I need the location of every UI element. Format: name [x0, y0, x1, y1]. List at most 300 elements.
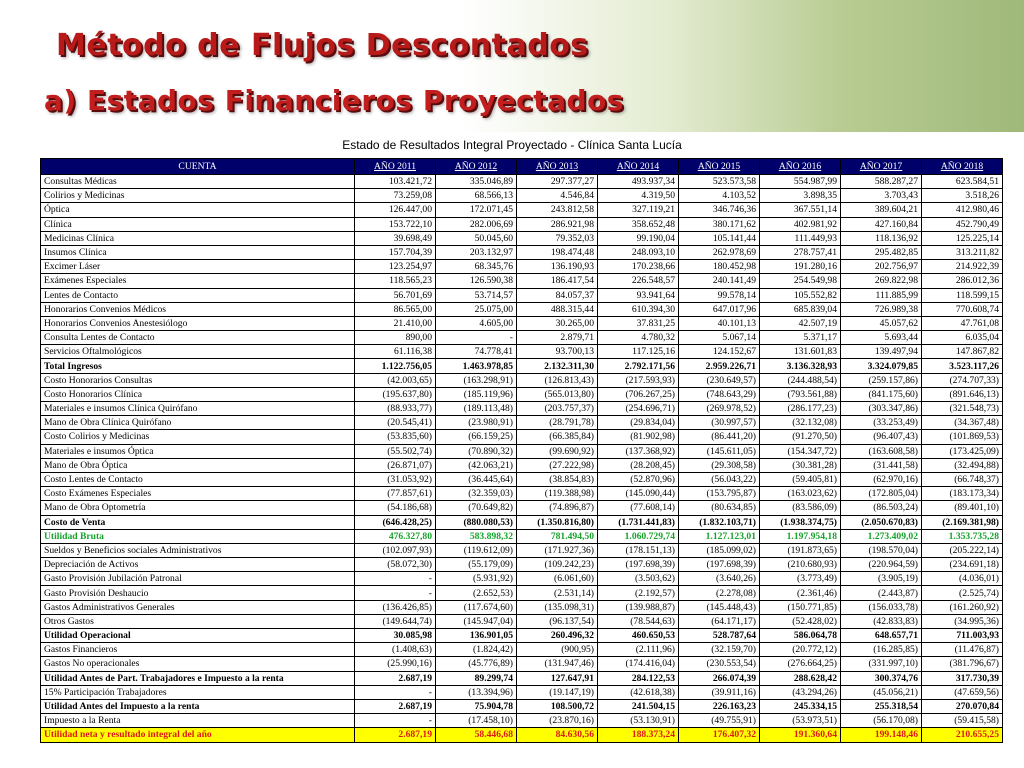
value-cell: (109.242,23) — [517, 558, 598, 572]
value-cell: 295.482,85 — [841, 245, 922, 259]
value-cell: 21.410,00 — [355, 316, 436, 330]
account-name-cell: Servicios Oftalmológicos — [41, 345, 355, 359]
value-cell: - — [355, 714, 436, 728]
value-cell: (53.973,51) — [760, 714, 841, 728]
value-cell: 262.978,69 — [679, 245, 760, 259]
value-cell: 358.652,48 — [598, 217, 679, 231]
page-title: Método de Flujos Descontados — [56, 28, 589, 63]
column-header-year: AÑO 2018 — [922, 159, 1003, 175]
value-cell: (52.428,02) — [760, 614, 841, 628]
value-cell: 711.003,93 — [922, 629, 1003, 643]
account-name-cell: Gasto Provisión Jubilación Patronal — [41, 572, 355, 586]
value-cell: 1.463.978,85 — [436, 359, 517, 373]
value-cell: 240.141,49 — [679, 274, 760, 288]
value-cell: 647.017,96 — [679, 302, 760, 316]
value-cell: (1.832.103,71) — [679, 515, 760, 529]
account-name-cell: Gastos Administrativos Generales — [41, 600, 355, 614]
value-cell: 6.035,04 — [922, 331, 1003, 345]
value-cell: (183.173,34) — [922, 487, 1003, 501]
table-row — [41, 657, 1003, 671]
table-row — [41, 302, 1003, 316]
value-cell: (49.755,91) — [679, 714, 760, 728]
value-cell: (191.873,65) — [760, 543, 841, 557]
value-cell: 1.122.756,05 — [355, 359, 436, 373]
table-row — [41, 430, 1003, 444]
value-cell: (174.416,04) — [598, 657, 679, 671]
value-cell: 111.885,99 — [841, 288, 922, 302]
value-cell: (34.367,48) — [922, 416, 1003, 430]
value-cell: (269.978,52) — [679, 402, 760, 416]
table-row — [41, 529, 1003, 543]
value-cell: (101.869,53) — [922, 430, 1003, 444]
account-name-cell: Gasto Provisión Deshaucio — [41, 586, 355, 600]
value-cell: 297.377,27 — [517, 175, 598, 189]
account-name-cell: Costo Honorarios Clínica — [41, 387, 355, 401]
value-cell: 118.565,23 — [355, 274, 436, 288]
value-cell: (197.698,39) — [598, 558, 679, 572]
value-cell: 126.447,00 — [355, 203, 436, 217]
table-row — [41, 728, 1003, 742]
table-row — [41, 387, 1003, 401]
value-cell: 648.657,71 — [841, 629, 922, 643]
value-cell: 554.987,99 — [760, 175, 841, 189]
table-row — [41, 288, 1003, 302]
value-cell: 131.601,83 — [760, 345, 841, 359]
value-cell: 30.085,98 — [355, 629, 436, 643]
value-cell: 3.324.079,85 — [841, 359, 922, 373]
value-cell: (217.593,93) — [598, 373, 679, 387]
value-cell: (274.707,33) — [922, 373, 1003, 387]
account-name-cell: Colirios y Medicinas — [41, 189, 355, 203]
value-cell: 4.780,32 — [598, 331, 679, 345]
value-cell: (145.090,44) — [598, 487, 679, 501]
value-cell: (5.931,92) — [436, 572, 517, 586]
value-cell: (172.805,04) — [841, 487, 922, 501]
value-cell: 3.703,43 — [841, 189, 922, 203]
value-cell: 37.831,25 — [598, 316, 679, 330]
value-cell: (189.113,48) — [436, 402, 517, 416]
value-cell: (36.445,64) — [436, 472, 517, 486]
value-cell: (31.053,92) — [355, 472, 436, 486]
value-cell: (39.911,16) — [679, 685, 760, 699]
value-cell: (30.997,57) — [679, 416, 760, 430]
value-cell: 30.265,00 — [517, 316, 598, 330]
value-cell: 254.549,98 — [760, 274, 841, 288]
value-cell: 278.757,41 — [760, 245, 841, 259]
value-cell: 5.371,17 — [760, 331, 841, 345]
value-cell: (64.171,17) — [679, 614, 760, 628]
value-cell: 623.584,51 — [922, 175, 1003, 189]
value-cell: 255.318,54 — [841, 699, 922, 713]
value-cell: 781.494,50 — [517, 529, 598, 543]
value-cell: (139.988,87) — [598, 600, 679, 614]
value-cell: (880.080,53) — [436, 515, 517, 529]
value-cell: (29.308,58) — [679, 458, 760, 472]
table-row — [41, 572, 1003, 586]
column-header-year: AÑO 2016 — [760, 159, 841, 175]
value-cell: (145.448,43) — [679, 600, 760, 614]
value-cell: (4.036,01) — [922, 572, 1003, 586]
value-cell: (3.640,26) — [679, 572, 760, 586]
value-cell: (31.441,58) — [841, 458, 922, 472]
table-row — [41, 402, 1003, 416]
value-cell: (900,95) — [517, 643, 598, 657]
value-cell: (163.023,62) — [760, 487, 841, 501]
value-cell: - — [355, 586, 436, 600]
table-row — [41, 614, 1003, 628]
value-cell: (53.835,60) — [355, 430, 436, 444]
value-cell: 335.046,89 — [436, 175, 517, 189]
value-cell: (56.043,22) — [679, 472, 760, 486]
value-cell: (321.548,73) — [922, 402, 1003, 416]
value-cell: 25.075,00 — [436, 302, 517, 316]
value-cell: (54.186,68) — [355, 501, 436, 515]
value-cell: (2.361,46) — [760, 586, 841, 600]
value-cell: 4.605,00 — [436, 316, 517, 330]
account-name-cell: Utilidad Antes de Part. Trabajadores e Impuesto a la renta — [41, 671, 355, 685]
value-cell: (706.267,25) — [598, 387, 679, 401]
value-cell: 317.730,39 — [922, 671, 1003, 685]
column-header-year: AÑO 2017 — [841, 159, 922, 175]
value-cell: (42.833,83) — [841, 614, 922, 628]
value-cell: 172.071,45 — [436, 203, 517, 217]
table-row — [41, 643, 1003, 657]
value-cell: (150.771,85) — [760, 600, 841, 614]
value-cell: (86.441,20) — [679, 430, 760, 444]
value-cell: (20.545,41) — [355, 416, 436, 430]
value-cell: (53.130,91) — [598, 714, 679, 728]
value-cell: 79.352,03 — [517, 231, 598, 245]
value-cell: 45.057,62 — [841, 316, 922, 330]
value-cell: 260.496,32 — [517, 629, 598, 643]
value-cell: 270.070,84 — [922, 699, 1003, 713]
value-cell: (3.503,62) — [598, 572, 679, 586]
value-cell: 74.778,41 — [436, 345, 517, 359]
account-name-cell: 15% Participación Trabajadores — [41, 685, 355, 699]
value-cell: (42.063,21) — [436, 458, 517, 472]
page-subtitle: a) Estados Financieros Proyectados — [44, 84, 624, 117]
value-cell: 139.497,94 — [841, 345, 922, 359]
value-cell: (81.902,98) — [598, 430, 679, 444]
value-cell: (303.347,86) — [841, 402, 922, 416]
value-cell: 427.160,84 — [841, 217, 922, 231]
value-cell: 188.373,24 — [598, 728, 679, 742]
account-name-cell: Total Ingresos — [41, 359, 355, 373]
value-cell: 93.941,64 — [598, 288, 679, 302]
account-name-cell: Sueldos y Beneficios sociales Administrativos — [41, 543, 355, 557]
table-row — [41, 231, 1003, 245]
value-cell: (16.285,85) — [841, 643, 922, 657]
value-cell: 68.345,76 — [436, 260, 517, 274]
value-cell: (230.553,54) — [679, 657, 760, 671]
value-cell: 2.687,19 — [355, 699, 436, 713]
value-cell: 389.604,21 — [841, 203, 922, 217]
account-name-cell: Mano de Obra Optometría — [41, 501, 355, 515]
value-cell: 610.394,30 — [598, 302, 679, 316]
value-cell: (841.175,60) — [841, 387, 922, 401]
value-cell: (163.298,91) — [436, 373, 517, 387]
value-cell: (185.099,02) — [679, 543, 760, 557]
account-name-cell: Utilidad Bruta — [41, 529, 355, 543]
value-cell: 99.578,14 — [679, 288, 760, 302]
value-cell: (33.253,49) — [841, 416, 922, 430]
value-cell: (205.222,14) — [922, 543, 1003, 557]
value-cell: 86.565,00 — [355, 302, 436, 316]
value-cell: 460.650,53 — [598, 629, 679, 643]
table-row — [41, 685, 1003, 699]
value-cell: (259.157,86) — [841, 373, 922, 387]
table-body — [41, 175, 1003, 743]
value-cell: 214.922,39 — [922, 260, 1003, 274]
value-cell: 327.119,21 — [598, 203, 679, 217]
value-cell: (161.260,92) — [922, 600, 1003, 614]
column-header-cuenta: CUENTA — [41, 159, 355, 175]
account-name-cell: Insumos Clínica — [41, 245, 355, 259]
value-cell: (234.691,18) — [922, 558, 1003, 572]
value-cell: (30.381,28) — [760, 458, 841, 472]
value-cell: (2.278,08) — [679, 586, 760, 600]
account-name-cell: Mano de Obra Clínica Quirófano — [41, 416, 355, 430]
value-cell: (135.098,31) — [517, 600, 598, 614]
value-cell: (58.072,30) — [355, 558, 436, 572]
value-cell: (137.368,92) — [598, 444, 679, 458]
value-cell: 1.197.954,18 — [760, 529, 841, 543]
value-cell: 5.693,44 — [841, 331, 922, 345]
value-cell: 367.551,14 — [760, 203, 841, 217]
value-cell: (19.147,19) — [517, 685, 598, 699]
value-cell: 2.687,19 — [355, 671, 436, 685]
table-row — [41, 416, 1003, 430]
value-cell: 84.630,56 — [517, 728, 598, 742]
table-row — [41, 671, 1003, 685]
value-cell: 588.287,27 — [841, 175, 922, 189]
value-cell: (793.561,88) — [760, 387, 841, 401]
value-cell: (78.544,63) — [598, 614, 679, 628]
value-cell: 103.421,72 — [355, 175, 436, 189]
value-cell: (34.995,36) — [922, 614, 1003, 628]
value-cell: (102.097,93) — [355, 543, 436, 557]
value-cell: (80.634,85) — [679, 501, 760, 515]
value-cell: 476.327,80 — [355, 529, 436, 543]
value-cell: (149.644,74) — [355, 614, 436, 628]
value-cell: 180.452,98 — [679, 260, 760, 274]
value-cell: (59.415,58) — [922, 714, 1003, 728]
value-cell: 127.647,91 — [517, 671, 598, 685]
table-row — [41, 458, 1003, 472]
value-cell: (197.698,39) — [679, 558, 760, 572]
value-cell: 586.064,78 — [760, 629, 841, 643]
account-name-cell: Mano de Obra Óptica — [41, 458, 355, 472]
value-cell: - — [355, 685, 436, 699]
value-cell: 685.839,04 — [760, 302, 841, 316]
value-cell: (32.359,03) — [436, 487, 517, 501]
value-cell: (6.061,60) — [517, 572, 598, 586]
value-cell: 123.254,97 — [355, 260, 436, 274]
value-cell: (43.294,26) — [760, 685, 841, 699]
value-cell: (1.824,42) — [436, 643, 517, 657]
value-cell: 890,00 — [355, 331, 436, 345]
value-cell: (47.659,56) — [922, 685, 1003, 699]
value-cell: (86.503,24) — [841, 501, 922, 515]
account-name-cell: Clínica — [41, 217, 355, 231]
value-cell: 203.132,97 — [436, 245, 517, 259]
value-cell: (891.646,13) — [922, 387, 1003, 401]
value-cell: (203.757,37) — [517, 402, 598, 416]
value-cell: (145.611,05) — [679, 444, 760, 458]
value-cell: (11.476,87) — [922, 643, 1003, 657]
value-cell: 111.449,93 — [760, 231, 841, 245]
value-cell: 770.608,74 — [922, 302, 1003, 316]
value-cell: 4.319,50 — [598, 189, 679, 203]
value-cell: (1.938.374,75) — [760, 515, 841, 529]
value-cell: 89.299,74 — [436, 671, 517, 685]
value-cell: 1.273.409,02 — [841, 529, 922, 543]
value-cell: 286.012,36 — [922, 274, 1003, 288]
table-row — [41, 543, 1003, 557]
value-cell: (244.488,54) — [760, 373, 841, 387]
table-row — [41, 217, 1003, 231]
value-cell: 241.504,15 — [598, 699, 679, 713]
table-row — [41, 699, 1003, 713]
value-cell: 42.507,19 — [760, 316, 841, 330]
value-cell: (2.050.670,83) — [841, 515, 922, 529]
value-cell: (45.776,89) — [436, 657, 517, 671]
value-cell: (131.947,46) — [517, 657, 598, 671]
value-cell: (163.608,58) — [841, 444, 922, 458]
value-cell: 313.211,82 — [922, 245, 1003, 259]
value-cell: - — [436, 331, 517, 345]
table-row — [41, 345, 1003, 359]
value-cell: 346.746,36 — [679, 203, 760, 217]
value-cell: (89.401,10) — [922, 501, 1003, 515]
account-name-cell: Honorarios Convenios Médicos — [41, 302, 355, 316]
value-cell: 4.546,84 — [517, 189, 598, 203]
value-cell: 198.474,48 — [517, 245, 598, 259]
value-cell: (66.748,37) — [922, 472, 1003, 486]
value-cell: 199.148,46 — [841, 728, 922, 742]
value-cell: 40.101,13 — [679, 316, 760, 330]
value-cell: (70.890,32) — [436, 444, 517, 458]
value-cell: 191.360,64 — [760, 728, 841, 742]
value-cell: (29.834,04) — [598, 416, 679, 430]
account-name-cell: Óptica — [41, 203, 355, 217]
value-cell: 266.074,39 — [679, 671, 760, 685]
value-cell: 118.599,15 — [922, 288, 1003, 302]
value-cell: 47.761,08 — [922, 316, 1003, 330]
value-cell: 153.722,10 — [355, 217, 436, 231]
table-row — [41, 189, 1003, 203]
value-cell: (2.192,57) — [598, 586, 679, 600]
account-name-cell: Exámenes Especiales — [41, 274, 355, 288]
value-cell: 210.655,25 — [922, 728, 1003, 742]
value-cell: (136.426,85) — [355, 600, 436, 614]
value-cell: 105.552,82 — [760, 288, 841, 302]
value-cell: 39.698,49 — [355, 231, 436, 245]
table-row — [41, 472, 1003, 486]
value-cell: 191.280,16 — [760, 260, 841, 274]
value-cell: 68.566,13 — [436, 189, 517, 203]
value-cell: 300.374,76 — [841, 671, 922, 685]
value-cell: 412.980,46 — [922, 203, 1003, 217]
value-cell: (66.385,84) — [517, 430, 598, 444]
value-cell: 202.756,97 — [841, 260, 922, 274]
value-cell: 2.687,19 — [355, 728, 436, 742]
value-cell: (28.791,78) — [517, 416, 598, 430]
value-cell: 3.136.328,93 — [760, 359, 841, 373]
value-cell: (23.870,16) — [517, 714, 598, 728]
table-row — [41, 260, 1003, 274]
value-cell: 126.590,38 — [436, 274, 517, 288]
table-row — [41, 515, 1003, 529]
table-row — [41, 586, 1003, 600]
account-name-cell: Materiales e insumos Óptica — [41, 444, 355, 458]
value-cell: (117.674,60) — [436, 600, 517, 614]
value-cell: (2.443,87) — [841, 586, 922, 600]
value-cell: 269.822,98 — [841, 274, 922, 288]
value-cell: 245.334,15 — [760, 699, 841, 713]
value-cell: (220.964,59) — [841, 558, 922, 572]
table-row — [41, 359, 1003, 373]
value-cell: (52.870,96) — [598, 472, 679, 486]
value-cell: (381.796,67) — [922, 657, 1003, 671]
value-cell: 583.898,32 — [436, 529, 517, 543]
value-cell: 56.701,69 — [355, 288, 436, 302]
value-cell: 2.132.311,30 — [517, 359, 598, 373]
value-cell: (646.428,25) — [355, 515, 436, 529]
account-name-cell: Lentes de Contacto — [41, 288, 355, 302]
table-row — [41, 245, 1003, 259]
value-cell: 124.152,67 — [679, 345, 760, 359]
value-cell: 125.225,14 — [922, 231, 1003, 245]
value-cell: 402.981,92 — [760, 217, 841, 231]
value-cell: (23.980,91) — [436, 416, 517, 430]
value-cell: 186.417,54 — [517, 274, 598, 288]
account-name-cell: Gastos No operacionales — [41, 657, 355, 671]
value-cell: (1.350.816,80) — [517, 515, 598, 529]
value-cell: 488.315,44 — [517, 302, 598, 316]
value-cell: (55.502,74) — [355, 444, 436, 458]
value-cell: 2.959.226,71 — [679, 359, 760, 373]
account-name-cell: Costo Lentes de Contacto — [41, 472, 355, 486]
value-cell: 93.700,13 — [517, 345, 598, 359]
value-cell: (173.425,09) — [922, 444, 1003, 458]
value-cell: 528.787,64 — [679, 629, 760, 643]
table-row — [41, 501, 1003, 515]
value-cell: (62.970,16) — [841, 472, 922, 486]
account-name-cell: Excimer Láser — [41, 260, 355, 274]
value-cell: (195.637,80) — [355, 387, 436, 401]
account-name-cell: Impuesto a la Renta — [41, 714, 355, 728]
income-statement-table — [40, 158, 1003, 743]
account-name-cell: Utilidad neta y resultado integral del año — [41, 728, 355, 742]
value-cell: - — [355, 572, 436, 586]
value-cell: (119.388,98) — [517, 487, 598, 501]
account-name-cell: Costo Honorarios Consultas — [41, 373, 355, 387]
value-cell: (25.990,16) — [355, 657, 436, 671]
value-cell: 136.901,05 — [436, 629, 517, 643]
value-cell: 73.259,08 — [355, 189, 436, 203]
value-cell: (2.111,96) — [598, 643, 679, 657]
account-name-cell: Depreciación de Activos — [41, 558, 355, 572]
value-cell: (45.056,21) — [841, 685, 922, 699]
value-cell: 284.122,53 — [598, 671, 679, 685]
table-row — [41, 487, 1003, 501]
value-cell: (153.795,87) — [679, 487, 760, 501]
value-cell: 226.548,57 — [598, 274, 679, 288]
value-cell: (42.618,38) — [598, 685, 679, 699]
value-cell: 136.190,93 — [517, 260, 598, 274]
account-name-cell: Consulta Lentes de Contacto — [41, 331, 355, 345]
